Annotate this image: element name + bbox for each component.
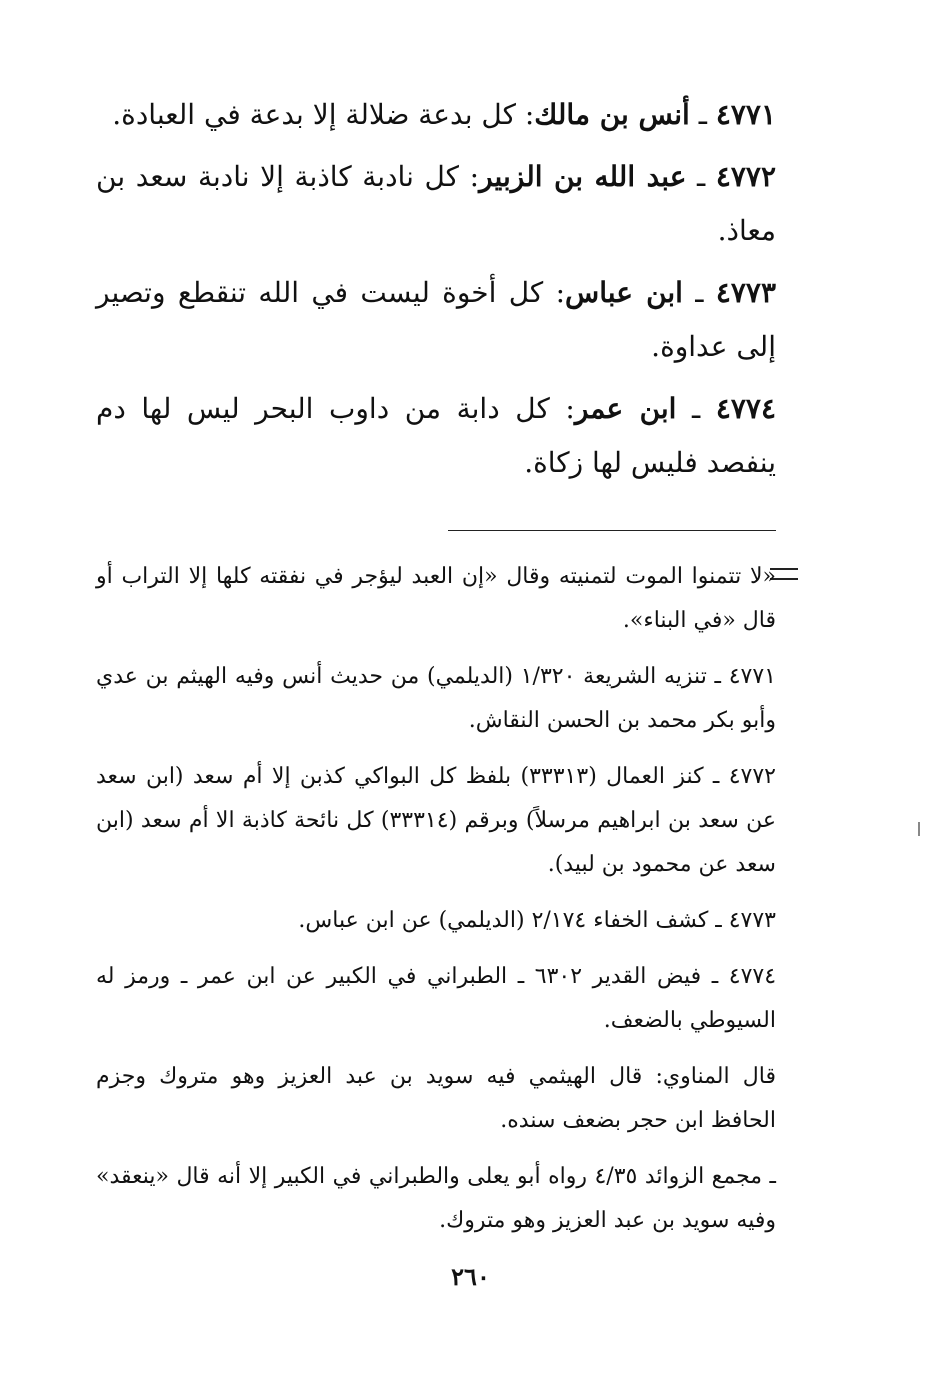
entry-4774 [96,382,776,490]
scan-speck [918,822,920,836]
narrator-name: عبد الله بن الزبير [479,160,687,193]
footnote-4772: ٤٧٧٢ ـ كنز العمال (٣٣٣١٣) بلفظ كل البواكي كذبن إلا أم سعد (ابن سعد عن سعد بن ابراهيم مرسلاً) وبرقم (٣٣٣١٤) كل نائحة كاذبة الا أم سعد (ابن سعد عن محمود بن لبيد). [96,764,777,877]
entry-separator: ـ [692,392,701,425]
entry-4772 [96,150,776,258]
colon: : [459,160,480,193]
entry-separator: ـ [698,98,707,131]
entry-number: ٤٧٧٣ [715,276,776,309]
colon: : [543,276,566,309]
entry-separator: ـ [697,160,706,193]
colon: : [515,98,535,131]
narrator-name: أنس بن مالك [534,98,690,131]
entry-text: كل نادبة كاذبة إلا نادبة سعد بن معاذ. [96,160,776,247]
footnote-divider [448,530,776,531]
entry-text: كل أخوة ليست في الله تنقطع وتصير إلى عداوة. [96,276,776,363]
footnote-4773: ٤٧٧٣ ـ كشف الخفاء ٢/١٧٤ (الديلمي) عن ابن عباس. [298,908,776,933]
entry-number: ٤٧٧٢ [715,160,776,193]
main-text [96,88,776,498]
colon: : [549,392,575,425]
page-number: ٢٦٠ [451,1262,490,1291]
entry-number: ٤٧٧٤ [715,392,776,425]
footnotes [96,555,776,1255]
footnote-4774: ٤٧٧٤ ـ فيض القدير ٦٣٠٢ ـ الطبراني في الكبير عن ابن عمر ـ ورمز له السيوطي بالضعف. [96,964,777,1033]
entry-4773 [96,266,776,374]
footnote-4771: ٤٧٧١ ـ تنزيه الشريعة ١/٣٢٠ (الديلمي) من حديث أنس وفيه الهيثم بن عدي وأبو بكر محمد بن الحسن النقاش. [96,664,776,733]
narrator-name: ابن عباس [565,276,683,309]
footnote-continuation: «لا تتمنوا الموت لتمنيته وقال «إن العبد ليؤجر في نفقته كلها إلا التراب أو قال «في البناء». [96,564,777,633]
entry-text: كل دابة من داوب البحر ليس لها دم ينفصد فليس لها زكاة. [96,392,776,479]
entry-4771 [96,88,776,142]
narrator-name: ابن عمر [574,392,677,425]
footnote-majma: ـ مجمع الزوائد ٤/٣٥ رواه أبو يعلى والطبراني في الكبير إلا أنه قال «ينعقد» وفيه سويد بن عبد العزيز وهو متروك. [96,1164,776,1233]
entry-number: ٤٧٧١ [715,98,776,131]
entry-separator: ـ [695,276,704,309]
footnote-munawi: قال المناوي: قال الهيثمي فيه سويد بن عبد العزيز وهو متروك وجزم الحافظ ابن حجر بضعف سنده. [96,1064,776,1133]
entry-text: كل بدعة ضلالة إلا بدعة في العبادة. [112,98,516,131]
